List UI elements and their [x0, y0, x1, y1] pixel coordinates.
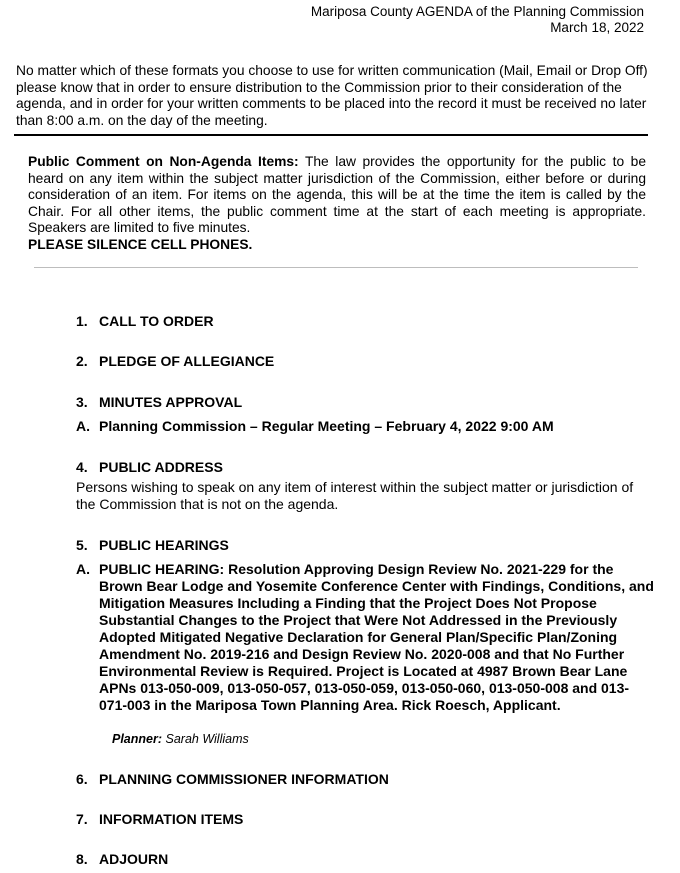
header-title: Mariposa County AGENDA of the Planning Commission: [310, 4, 644, 19]
planner-line: [112, 732, 249, 746]
item-number: 3.: [76, 394, 88, 410]
public-hearing-sub-item: [76, 561, 654, 714]
sub-item-text: Planning Commission – Regular Meeting – February 4, 2022 9:00 AM: [99, 418, 554, 434]
item-number: 6.: [76, 771, 88, 787]
item-number: 7.: [76, 811, 88, 827]
item-number: 8.: [76, 851, 88, 867]
item-title: PLEDGE OF ALLEGIANCE: [99, 353, 275, 369]
silence-phones-notice: PLEASE SILENCE CELL PHONES.: [28, 236, 253, 252]
agenda-item-minutes: [76, 394, 242, 411]
divider: [34, 267, 638, 268]
item-title: ADJOURN: [99, 851, 169, 867]
public-address-text: Persons wishing to speak on any item of interest within the subject matter or jurisdiction of the Commission that is not on the agenda.: [76, 479, 634, 512]
item-title: CALL TO ORDER: [99, 313, 214, 329]
sub-item-letter: A.: [76, 418, 90, 434]
item-number: 2.: [76, 353, 88, 369]
agenda-item-public-hearings: [76, 537, 229, 554]
item-title: PUBLIC ADDRESS: [99, 459, 223, 475]
public-comment-section: [28, 154, 646, 254]
public-comment-text: The law provides the opportunity for the public to be heard on any item within the subject matter jurisdiction of the Commission, either before or during consideration of an item. For items on the agenda, this will be at the time the item is called by the Chair. For all other items, the public comment time at the start of each meeting is appropriate. Speakers are limited to five minutes.: [28, 154, 647, 236]
item-number: 4.: [76, 459, 88, 475]
minutes-sub-item: [76, 418, 654, 435]
agenda-item-public-address: [76, 459, 223, 476]
item-title: PUBLIC HEARINGS: [99, 537, 229, 553]
item-number: 1.: [76, 313, 88, 329]
item-title: INFORMATION ITEMS: [99, 811, 244, 827]
planner-name: Sarah Williams: [165, 732, 249, 746]
sub-item-text: PUBLIC HEARING: Resolution Approving Design Review No. 2021-229 for the Brown Bear Lodge and Yosemite Conference Center with Findings, Conditions, and Mitigation Measures Including a Finding that the Project Does Not Propose Substantial Changes to the Project that Were Not Addressed in the Previously Adopted Mitigated Negative Declaration for General Plan/Specific Plan/Zoning Amendment No. 2019-216 and Design Review No. 2020-008 and that No Further Environmental Review is Required. Project is Located at 4987 Brown Bear Lane APNs 013-050-009, 013-050-057, 013-050-059, 013-050-060, 013-050-008 and 013-071-003 in the Mariposa Town Planning Area. Rick Roesch, Applicant.: [99, 561, 654, 713]
item-number: 5.: [76, 537, 88, 553]
agenda-item-adjourn: [76, 851, 168, 868]
agenda-item-information-items: [76, 811, 243, 828]
agenda-item-commissioner-info: [76, 771, 389, 788]
public-comment-heading: Public Comment on Non-Agenda Items:: [28, 154, 299, 169]
item-title: MINUTES APPROVAL: [99, 394, 243, 410]
agenda-item-pledge: [76, 353, 274, 370]
page-header: [311, 4, 644, 36]
header-date: March 18, 2022: [550, 20, 644, 35]
item-title: PLANNING COMMISSIONER INFORMATION: [99, 771, 389, 787]
divider: [14, 134, 648, 136]
sub-item-letter: A.: [76, 561, 90, 577]
agenda-item-call-to-order: [76, 313, 214, 330]
written-communication-notice: No matter which of these formats you choose to use for written communication (Mail, Email or Drop Off) please know that in order to ensure distribution to the Commission prior to their consideration of the agenda, and in order for your written comments to be placed into the record it must be received no later than 8:00 a.m. on the day of the meeting.: [16, 63, 648, 128]
planner-label: Planner:: [112, 732, 163, 746]
